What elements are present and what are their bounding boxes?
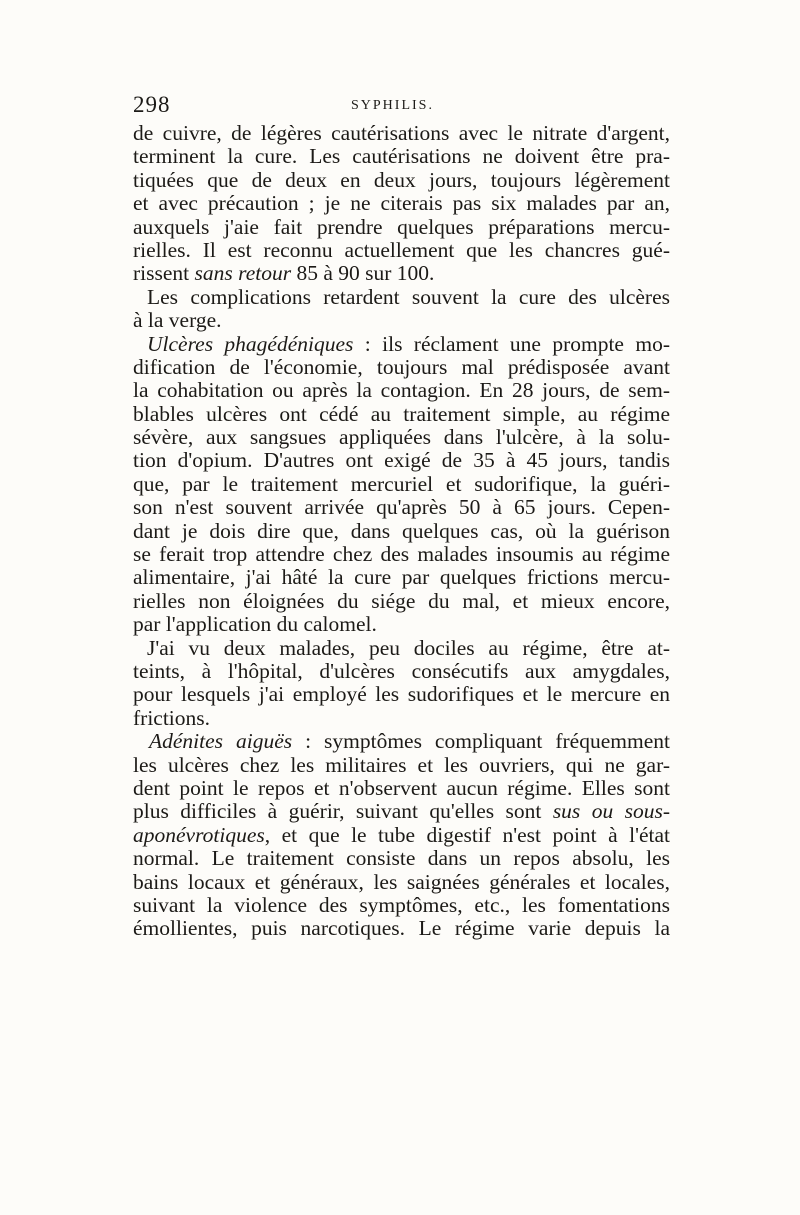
text-line	[133, 660, 670, 683]
text-line	[133, 192, 670, 215]
text-line	[133, 356, 670, 379]
book-page	[133, 92, 670, 941]
text-run: J'ai vu deux malades, peu dociles au régime, être at-	[147, 635, 670, 660]
text-line	[133, 777, 670, 800]
text-run: sévère, aux sangsues appliquées dans l'ulcère, à la solu-	[133, 425, 670, 450]
text-line	[133, 379, 670, 402]
text-run: dent point le repos et n'observent aucun régime. Elles sont	[133, 775, 670, 800]
text-line	[133, 239, 670, 262]
text-run: se ferait trop attendre chez des malades insoumis au régime	[133, 542, 670, 567]
text-line	[133, 824, 670, 847]
text-line	[133, 847, 670, 870]
text-run: pour lesquels j'ai employé les sudorifiques et le mercure en	[133, 682, 670, 707]
text-line	[133, 543, 670, 566]
text-line	[133, 496, 670, 519]
text-line	[133, 800, 670, 823]
text-run: que, par le traitement mercuriel et sudorifique, la guéri-	[133, 471, 670, 496]
text-line	[133, 754, 670, 777]
text-run: : symptômes compliquant fréquemment	[292, 729, 670, 754]
text-line	[133, 309, 670, 332]
text-run: tion d'opium. D'autres ont exigé de 35 à 45 jours, tandis	[133, 448, 670, 473]
text-line	[133, 169, 670, 192]
text-line	[133, 894, 670, 917]
text-line	[133, 871, 670, 894]
text-run: frictions.	[133, 705, 211, 730]
text-line	[133, 449, 670, 472]
text-run: terminent la cure. Les cautérisations ne doivent être pra-	[133, 144, 670, 169]
text-run: rielles. Il est reconnu actuellement que les chancres gué-	[133, 237, 670, 262]
text-run: la cohabitation ou après la contagion. En 28 jours, de sem-	[133, 378, 670, 403]
text-run: rielles non éloignées du siége du mal, et mieux encore,	[133, 588, 670, 613]
text-line	[133, 613, 670, 636]
italic-term: Ulcères phagédéniques	[147, 331, 354, 356]
text-run: : ils réclament une prompte mo-	[353, 331, 670, 356]
text-line	[133, 566, 670, 589]
text-line	[133, 917, 670, 940]
text-run: les ulcères chez les militaires et les ouvriers, qui ne gar-	[133, 752, 670, 777]
text-run: normal. Le traitement consiste dans un repos absolu, les	[133, 846, 670, 871]
running-head	[133, 92, 670, 122]
text-run: dant je dois dire que, dans quelques cas, où la guérison	[133, 518, 670, 543]
text-run: auxquels j'aie fait prendre quelques préparations mercu-	[133, 214, 670, 239]
text-line	[133, 122, 670, 145]
italic-term: Adénites aiguës	[149, 729, 293, 754]
italic-term: aponévrotiques	[133, 822, 265, 847]
text-line	[133, 145, 670, 168]
text-run: émollientes, puis narcotiques. Le régime varie depuis la	[133, 916, 670, 941]
text-line	[133, 683, 670, 706]
page-number: 298	[133, 92, 171, 117]
text-run: teints, à l'hôpital, d'ulcères consécutifs aux amygdales,	[133, 658, 670, 683]
text-line	[133, 473, 670, 496]
italic-term: sus ou sous-	[552, 799, 670, 824]
text-run: bains locaux et généraux, les saignées générales et locales,	[133, 869, 670, 894]
text-run: tiquées que de deux en deux jours, toujours légèrement	[133, 167, 670, 192]
text-run: de cuivre, de légères cautérisations avec le nitrate d'argent,	[133, 121, 670, 145]
text-run: à la verge.	[133, 308, 222, 333]
text-line	[133, 262, 670, 285]
text-run: plus difficiles à guérir, suivant qu'elles sont	[133, 799, 553, 824]
text-run: et avec précaution ; je ne citerais pas six malades par an,	[133, 191, 670, 216]
text-line	[133, 426, 670, 449]
text-run: son n'est souvent arrivée qu'après 50 à 65 jours. Cepen-	[133, 495, 670, 520]
text-line	[133, 707, 670, 730]
text-line	[133, 403, 670, 426]
text-run: blables ulcères ont cédé au traitement simple, au régime	[133, 401, 670, 426]
text-line	[133, 590, 670, 613]
text-run: par l'application du calomel.	[133, 612, 377, 637]
text-line	[133, 333, 670, 356]
text-run: Les complications retardent souvent la cure des ulcères	[147, 284, 670, 309]
running-title: SYPHILIS.	[351, 98, 434, 113]
text-run: rissent	[133, 261, 195, 286]
text-run: 85 à 90 sur 100.	[291, 261, 435, 286]
italic-term: sans retour	[194, 261, 292, 286]
text-line	[133, 637, 670, 660]
text-line	[133, 216, 670, 239]
text-run: , et que le tube digestif n'est point à l'état	[264, 822, 670, 847]
text-line	[133, 286, 670, 309]
text-line	[133, 730, 670, 753]
text-line	[133, 520, 670, 543]
text-run: dification de l'économie, toujours mal prédisposée avant	[133, 354, 670, 379]
text-run: alimentaire, j'ai hâté la cure par quelques frictions mercu-	[133, 565, 670, 590]
body-text	[133, 122, 670, 941]
text-run: suivant la violence des symptômes, etc., les fomentations	[133, 892, 670, 917]
